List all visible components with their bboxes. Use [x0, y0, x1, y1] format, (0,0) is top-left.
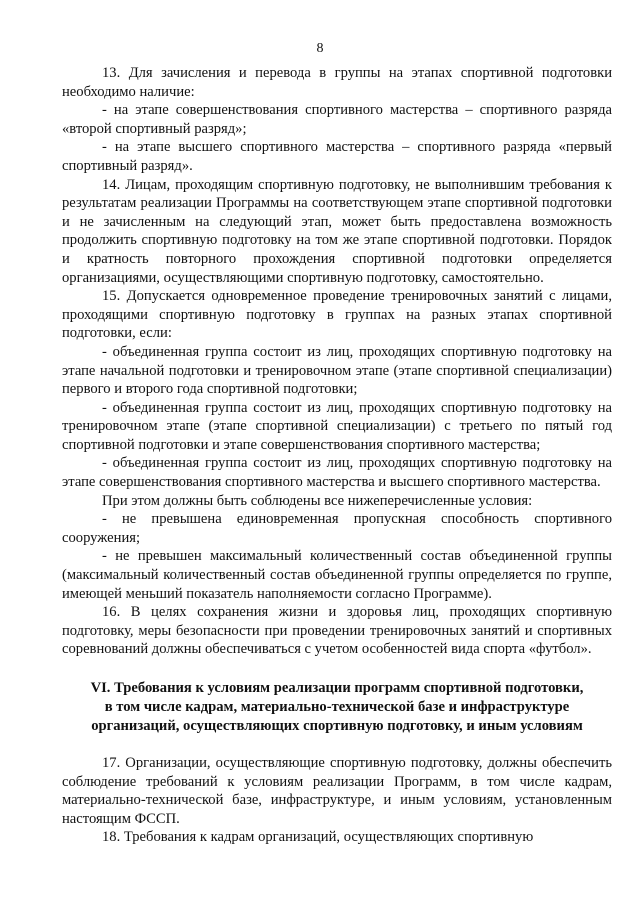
paragraph-13: 13. Для зачисления и перевода в группы на этапах спортивной подготовки необходимо наличие: [62, 65, 612, 100]
document-body [62, 64, 612, 847]
page-number: 8 [316, 41, 324, 56]
section-heading [62, 679, 612, 736]
paragraph-18: 18. Требования к кадрам организаций, осуществляющих спортивную [102, 829, 534, 846]
paragraph-15-item-3: - объединенная группа состоит из лиц, проходящих спортивную подготовку на этапе совершенствования спортивного мастерства и высшего спортивного мастерства. [62, 455, 612, 491]
section-heading-line: в том числе кадрам, материально-технической базе и инфраструктуре [104, 699, 570, 715]
paragraph-15: 15. Допускается одновременное проведение тренировочных занятий с лицами, проходящими спортивную подготовку в группах на разных этапах спортивной подготовки, если: [62, 288, 612, 342]
paragraph-14: 14. Лицам, проходящим спортивную подготовку, не выполнившим требования к результатам реализации Программы на соответствующем этапе спортивной подготовки и не зачисленным на следующий этап, может быть предоставлена возможность продолжить спортивную подготовку на том же этапе спортивной подготовки. Порядок и кратность повторного прохождения спортивной подготовки определяется организациями, осуществляющими спортивную подготовку, самостоятельно. [62, 176, 612, 286]
paragraph-15-item-2: - объединенная группа состоит из лиц, проходящих спортивную подготовку на тренировочном этапе (этапе спортивной специализации) с третьего по пятый год спортивной подготовки и этапе совершенствования спортивного мастерства; [62, 399, 612, 453]
paragraph-15-condition-2: - не превышен максимальный количественный состав объединенной группы (максимальный количественный состав объединенной группы определяется по группе, имеющей меньший показатель наполняемости согласно Программе). [62, 548, 612, 602]
paragraph-13-item-1: - на этапе совершенствования спортивного мастерства – спортивного разряда «второй спортивный разряд»; [62, 102, 612, 137]
paragraph-16: 16. В целях сохранения жизни и здоровья лиц, проходящих спортивную подготовку, меры безопасности при проведении тренировочных занятий и спортивных соревнований должны обеспечиваться с учетом особенностей вида спорта «футбол». [62, 604, 612, 658]
paragraph-15-conditions: При этом должны быть соблюдены все нижеперечисленные условия: [102, 492, 533, 509]
section-heading-line: VI. Требования к условиям реализации программ спортивной подготовки, [90, 680, 584, 696]
section-heading-line: организаций, осуществляющих спортивную подготовку, и иным условиям [91, 718, 583, 734]
paragraph-15-condition-1: - не превышена единовременная пропускная способность спортивного сооружения; [62, 511, 612, 546]
paragraph-15-item-1: - объединенная группа состоит из лиц, проходящих спортивную подготовку на этапе начальной подготовки и тренировочном этапе (этапе спортивной специализации) первого и второго года спортивной подготовки; [62, 343, 612, 398]
paragraph-13-item-2: - на этапе высшего спортивного мастерства – спортивного разряда «первый спортивный разряд». [62, 139, 612, 174]
paragraph-17: 17. Организации, осуществляющие спортивную подготовку, должны обеспечить соблюдение требований к условиям реализации Программ, в том числе кадрам, материально-технической базе, инфраструктуре, и иным условиям, установленным настоящим ФССП. [62, 755, 612, 827]
